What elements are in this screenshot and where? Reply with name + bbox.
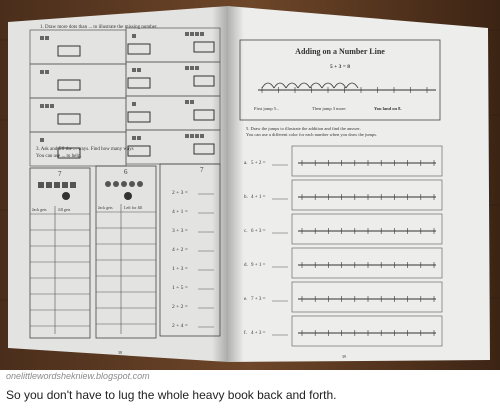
sum-8: 2 + 4 = bbox=[172, 323, 188, 329]
problem-expr-a: 5 + 2 = bbox=[251, 161, 266, 166]
example-label-2: Then jump 3 more. bbox=[312, 106, 347, 111]
problem-label-d: d. bbox=[244, 263, 248, 268]
table-header-2b: Left for Jill bbox=[124, 205, 143, 210]
left-instruction-3: You can use ... to help. bbox=[36, 154, 82, 159]
problem-label-f: f. bbox=[244, 331, 247, 336]
photo-caption: So you don't have to lug the whole heavy book back and forth. bbox=[6, 388, 337, 402]
book-spine bbox=[212, 6, 244, 362]
sum-4: 4 + 2 = bbox=[172, 247, 188, 253]
column-number-2: 6 bbox=[124, 168, 128, 176]
right-page-title: Adding on a Number Line bbox=[295, 47, 385, 56]
left-instruction-1: 1. Draw more dots than ... to illustrate the missing number. bbox=[40, 25, 158, 30]
left-page-number: 38 bbox=[118, 350, 122, 355]
problem-label-e: e. bbox=[244, 297, 248, 302]
table-header-1b: Jill gets bbox=[58, 207, 71, 212]
boy-face-icon bbox=[124, 192, 132, 200]
problem-label-a: a. bbox=[244, 161, 248, 166]
sum-7: 2 + 2 = bbox=[172, 304, 188, 310]
problem-expr-f: 4 + 3 = bbox=[251, 331, 266, 336]
table-header-2a: Jack gets bbox=[98, 205, 113, 210]
example-label-3: You land on 8. bbox=[374, 106, 402, 111]
sum-2: 4 + 1 = bbox=[172, 209, 188, 215]
table-header-1a: Jack gets bbox=[32, 207, 47, 212]
right-page bbox=[228, 6, 490, 362]
problem-expr-c: 6 + 3 = bbox=[251, 229, 266, 234]
problem-expr-d: 9 + 1 = bbox=[251, 263, 266, 268]
left-instruction-2: 3. Ask and fill the ... ways. Find how many ways bbox=[36, 147, 134, 152]
problem-expr-e: 7 + 3 = bbox=[251, 297, 266, 302]
example-label-1: First jump 5... bbox=[254, 106, 280, 111]
right-page-number: 39 bbox=[342, 354, 346, 359]
sum-1: 2 + 3 = bbox=[172, 190, 188, 196]
column-number-3: 7 bbox=[200, 166, 204, 174]
sum-3: 3 + 3 = bbox=[172, 228, 188, 234]
right-instruction-2: You can use a different color for each number when you draw the jumps. bbox=[246, 132, 378, 137]
girl-face-icon bbox=[62, 192, 70, 200]
sum-6: 1 + 5 = bbox=[172, 285, 188, 291]
sum-5: 1 + 3 = bbox=[172, 266, 188, 272]
problem-label-c: c. bbox=[244, 229, 248, 234]
column-number-1: 7 bbox=[58, 170, 62, 178]
photo-credit: onelittlewordshekniew.blogspot.com bbox=[6, 371, 150, 381]
right-instruction-1: 5. Draw the jumps to illustrate the addition and find the answer. bbox=[246, 126, 361, 131]
example-equation: 5 + 3 = 8 bbox=[329, 64, 351, 70]
problem-label-b: b. bbox=[244, 195, 248, 200]
problem-expr-b: 4 + 1 = bbox=[251, 195, 266, 200]
